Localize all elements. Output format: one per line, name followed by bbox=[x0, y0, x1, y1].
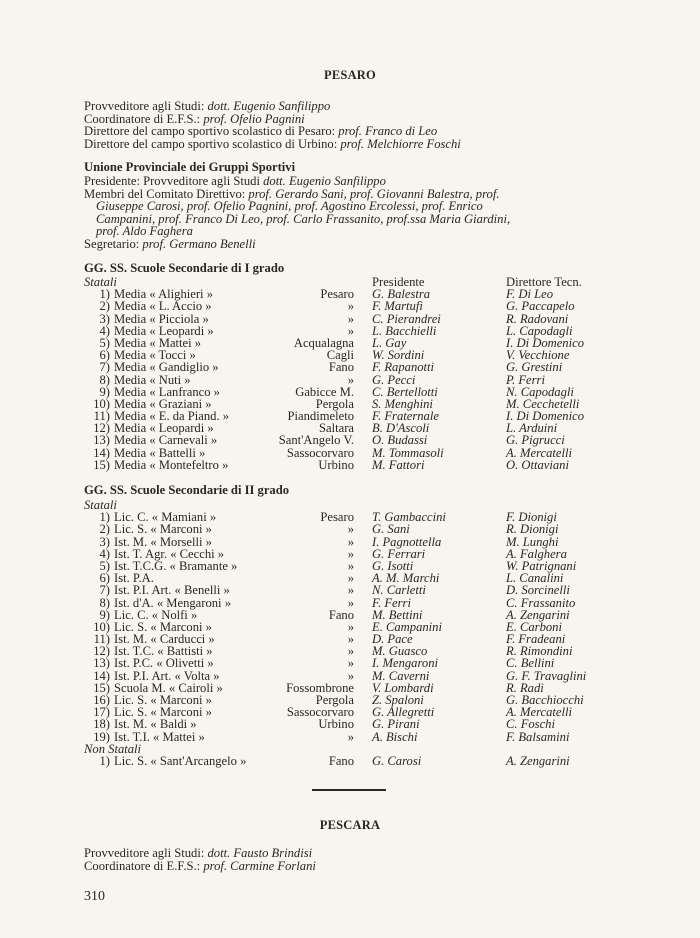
row-number: 6) bbox=[99, 348, 110, 363]
director-name: A. Zengarini bbox=[506, 607, 570, 622]
row-number: 14) bbox=[93, 445, 110, 460]
school-name: Ist. T.C. « Battisti » bbox=[114, 644, 213, 659]
page-number: 310 bbox=[84, 889, 105, 904]
row-number: 3) bbox=[99, 311, 110, 326]
school-place: » bbox=[347, 656, 354, 671]
official-name: prof. Melchiorre Foschi bbox=[340, 136, 461, 151]
row-number: 1) bbox=[99, 753, 110, 768]
union-name: Giuseppe Carosi, prof. Ofelio Pagnini, prof. Agostino Ercolessi, prof. Enrico bbox=[96, 199, 483, 214]
president-name: V. Lombardi bbox=[372, 680, 434, 695]
school-place: » bbox=[347, 571, 354, 586]
table-row bbox=[84, 313, 644, 325]
union-line bbox=[84, 238, 644, 251]
table-row bbox=[84, 434, 644, 446]
row-number: 15) bbox=[93, 680, 110, 695]
school-name: Media « Alighieri » bbox=[114, 287, 213, 302]
president-name: G. Pirani bbox=[372, 717, 420, 732]
sec2-table bbox=[84, 499, 644, 767]
row-number: 7) bbox=[99, 583, 110, 598]
school-name: Media « Nuti » bbox=[114, 372, 191, 387]
official-role: Coordinatore di E.F.S.: bbox=[84, 858, 201, 873]
director-name: R. Radovani bbox=[506, 311, 569, 326]
row-number: 13) bbox=[93, 433, 110, 448]
union-role: Presidente: Provveditore agli Studi bbox=[84, 174, 260, 188]
director-name: A. Zengarini bbox=[506, 753, 570, 768]
official-line bbox=[84, 138, 644, 151]
school-place: » bbox=[347, 522, 354, 537]
president-name: G. Isotti bbox=[372, 558, 414, 573]
school-place: » bbox=[347, 372, 354, 387]
director-name: A. Mercatelli bbox=[506, 445, 572, 460]
row-number: 9) bbox=[99, 384, 110, 399]
director-name: P. Ferri bbox=[506, 372, 545, 387]
director-name: R. Dionigi bbox=[506, 522, 559, 537]
official-name: dott. Eugenio Sanfilippo bbox=[207, 99, 331, 113]
school-name: Lic. S. « Marconi » bbox=[114, 619, 212, 634]
pesaro-officials bbox=[84, 100, 644, 150]
director-name: I. Di Domenico bbox=[506, 335, 584, 350]
president-name: M. Tommasoli bbox=[372, 445, 444, 460]
director-name: W. Patrignani bbox=[506, 558, 577, 573]
director-name: L. Arduini bbox=[506, 421, 558, 436]
president-name: F. Fraternale bbox=[372, 409, 439, 424]
official-role: Coordinatore di E.F.S.: bbox=[84, 111, 201, 126]
president-name: L. Bacchielli bbox=[372, 323, 437, 338]
col-director-header: Direttore Tecn. bbox=[506, 275, 582, 289]
union-name: prof. Aldo Faghera bbox=[96, 224, 193, 239]
table-row bbox=[84, 459, 644, 471]
president-name: G. Ferrari bbox=[372, 546, 426, 561]
sec2-rows bbox=[84, 511, 644, 743]
school-place: Fano bbox=[328, 607, 354, 622]
director-name: C. Foschi bbox=[506, 717, 555, 732]
director-name: F. Balsamini bbox=[506, 729, 570, 744]
official-name: prof. Ofelio Pagnini bbox=[203, 111, 305, 126]
director-name: A. Mercatelli bbox=[506, 705, 572, 720]
school-place: » bbox=[347, 546, 354, 561]
row-number: 8) bbox=[99, 595, 110, 610]
director-name: M. Lunghi bbox=[506, 534, 559, 549]
director-name: D. Sorcinelli bbox=[506, 583, 570, 598]
official-role: Provveditore agli Studi: bbox=[84, 846, 205, 860]
school-name: Ist. M. « Carducci » bbox=[114, 632, 215, 647]
director-name: G. Bacchiocchi bbox=[506, 693, 584, 707]
school-name: Media « Gandiglio » bbox=[114, 360, 219, 375]
row-number: 12) bbox=[93, 644, 110, 659]
director-name: I. Di Domenico bbox=[506, 409, 584, 424]
sec1-subhead: Statali bbox=[84, 275, 117, 289]
section-title-pescara: PESCARA bbox=[319, 818, 381, 832]
president-name: A. Bischi bbox=[372, 729, 418, 744]
union-name: prof. Germano Benelli bbox=[142, 236, 256, 251]
official-name: dott. Fausto Brindisi bbox=[207, 846, 313, 860]
sec2-title: GG. SS. Scuole Secondarie di II grado bbox=[84, 483, 290, 497]
president-name: E. Campanini bbox=[372, 619, 442, 634]
school-place: Sassocorvaro bbox=[286, 705, 354, 720]
school-name: Ist. T. Agr. « Cecchi » bbox=[114, 546, 225, 561]
union-name: prof. Gerardo Sani, prof. Giovanni Balestra, prof. bbox=[248, 186, 500, 201]
row-number: 4) bbox=[99, 323, 110, 338]
school-place: Urbino bbox=[318, 717, 354, 732]
row-number: 17) bbox=[93, 705, 110, 720]
school-name: Media « L. Accio » bbox=[114, 299, 212, 314]
director-name: F. Dionigi bbox=[506, 510, 557, 525]
school-place: Pergola bbox=[315, 693, 354, 707]
president-name: C. Bertellotti bbox=[372, 384, 438, 399]
school-name: Media « Montefeltro » bbox=[114, 457, 229, 472]
school-place: » bbox=[347, 644, 354, 659]
school-place: » bbox=[347, 632, 354, 647]
table-row bbox=[84, 536, 644, 548]
school-name: Media « Mattei » bbox=[114, 335, 202, 350]
row-number: 6) bbox=[99, 571, 110, 586]
union-role: Membri del Comitato Direttivo: bbox=[84, 186, 246, 201]
director-name: F. Di Leo bbox=[506, 287, 553, 302]
row-number: 11) bbox=[93, 632, 110, 647]
row-number: 1) bbox=[99, 510, 110, 525]
union-name: Campanini, prof. Franco Di Leo, prof. Carlo Frassanito, prof.ssa Maria Giardini, bbox=[96, 211, 511, 226]
school-place: » bbox=[347, 558, 354, 573]
row-number: 8) bbox=[99, 372, 110, 387]
president-name: G. Allegretti bbox=[372, 705, 435, 720]
president-name: M. Fattori bbox=[372, 457, 425, 472]
sec2-subhead-nonstatali: Non Statali bbox=[84, 741, 142, 756]
school-place: Saltara bbox=[319, 421, 354, 436]
president-name: M. Guasco bbox=[372, 644, 428, 659]
school-name: Ist. P.I. Art. « Volta » bbox=[114, 668, 220, 683]
row-number: 19) bbox=[93, 729, 110, 744]
row-number: 2) bbox=[99, 522, 110, 537]
table-row bbox=[84, 670, 644, 682]
row-number: 13) bbox=[93, 656, 110, 671]
school-name: Scuola M. « Cairoli » bbox=[114, 680, 223, 695]
president-name: W. Sordini bbox=[372, 348, 425, 363]
table-row bbox=[84, 447, 644, 459]
president-name: A. M. Marchi bbox=[372, 571, 440, 586]
school-name: Lic. S. « Marconi » bbox=[114, 705, 212, 720]
president-name: M. Bettini bbox=[372, 607, 423, 622]
row-number: 4) bbox=[99, 546, 110, 561]
table-row bbox=[84, 523, 644, 535]
school-place: » bbox=[347, 729, 354, 744]
table-row bbox=[84, 718, 644, 730]
president-name: F. Ferri bbox=[372, 595, 411, 610]
president-name: F. Rapanotti bbox=[372, 360, 435, 375]
school-place: Sassocorvaro bbox=[286, 445, 354, 460]
school-place: » bbox=[347, 668, 354, 683]
director-name: V. Vecchione bbox=[506, 348, 570, 363]
school-place: Acqualagna bbox=[293, 335, 354, 350]
president-name: Z. Spaloni bbox=[372, 693, 424, 707]
table-row bbox=[84, 584, 644, 596]
official-role: Provveditore agli Studi: bbox=[84, 99, 205, 113]
school-name: Lic. C. « Mamiani » bbox=[114, 510, 217, 525]
official-name: prof. Franco di Leo bbox=[338, 124, 438, 139]
official-name: prof. Carmine Forlani bbox=[203, 858, 316, 873]
table-row bbox=[84, 657, 644, 669]
president-name: L. Gay bbox=[372, 335, 407, 350]
official-role: Direttore del campo sportivo scolastico di Urbino: bbox=[84, 136, 338, 151]
school-place: » bbox=[347, 299, 354, 314]
president-name: G. Balestra bbox=[372, 287, 431, 302]
school-name: Ist. T.I. « Mattei » bbox=[114, 729, 205, 744]
president-name: G. Carosi bbox=[372, 753, 422, 768]
col-president-header: Presidente bbox=[372, 275, 425, 289]
official-line bbox=[84, 860, 644, 873]
school-place: Sant'Angelo V. bbox=[278, 433, 354, 448]
school-name: Media « Lanfranco » bbox=[114, 384, 220, 399]
row-number: 1) bbox=[99, 287, 110, 302]
official-role: Direttore del campo sportivo scolastico di Pesaro: bbox=[84, 124, 336, 139]
school-place: Urbino bbox=[318, 457, 354, 472]
school-name: Media « Leopardi » bbox=[114, 421, 214, 436]
president-name: G. Sani bbox=[372, 522, 410, 537]
director-name: M. Cecchetelli bbox=[506, 396, 580, 411]
row-number: 7) bbox=[99, 360, 110, 375]
row-number: 14) bbox=[93, 668, 110, 683]
union-title: Unione Provinciale dei Gruppi Sportivi bbox=[84, 160, 296, 174]
row-number: 5) bbox=[99, 335, 110, 350]
school-place: Pesaro bbox=[320, 287, 354, 302]
president-name: C. Pierandrei bbox=[372, 311, 441, 326]
sec2-subhead: Statali bbox=[84, 498, 117, 512]
pescara-officials bbox=[84, 847, 644, 872]
sec1-rows bbox=[84, 288, 644, 471]
school-name: Lic. S. « Marconi » bbox=[114, 693, 212, 707]
table-row bbox=[84, 374, 644, 386]
sec1-title: GG. SS. Scuole Secondarie di I grado bbox=[84, 261, 285, 275]
table-row bbox=[84, 597, 644, 609]
school-name: Ist. M. « Morselli » bbox=[114, 534, 212, 549]
director-name: A. Falghera bbox=[506, 546, 567, 561]
section-divider bbox=[312, 789, 386, 791]
sec1-table bbox=[84, 276, 644, 471]
school-place: » bbox=[347, 311, 354, 326]
row-number: 12) bbox=[93, 421, 110, 436]
director-name: G. F. Travaglini bbox=[506, 668, 587, 683]
union-role: Segretario: bbox=[84, 236, 140, 251]
row-number: 18) bbox=[93, 717, 110, 732]
table-row bbox=[84, 361, 644, 373]
row-number: 15) bbox=[93, 457, 110, 472]
school-name: Ist. P.C. « Olivetti » bbox=[114, 656, 214, 671]
school-place: Gabicce M. bbox=[295, 384, 354, 399]
director-name: F. Fradeani bbox=[506, 632, 566, 647]
school-place: Piandimeleto bbox=[287, 409, 354, 424]
director-name: G. Grestini bbox=[506, 360, 563, 375]
president-name: I. Pagnottella bbox=[372, 534, 442, 549]
president-name: B. D'Ascoli bbox=[372, 421, 430, 436]
school-place: » bbox=[347, 534, 354, 549]
table-row bbox=[84, 755, 644, 767]
school-name: Media « Battelli » bbox=[114, 445, 206, 460]
director-name: C. Frassanito bbox=[506, 595, 576, 610]
school-place: Pergola bbox=[315, 396, 354, 411]
row-number: 3) bbox=[99, 534, 110, 549]
director-name: E. Carboni bbox=[506, 619, 562, 634]
row-number: 9) bbox=[99, 607, 110, 622]
school-name: Media « E. da Piand. » bbox=[114, 409, 230, 424]
school-place: Fano bbox=[328, 360, 354, 375]
row-number: 16) bbox=[93, 693, 110, 707]
director-name: G. Pigrucci bbox=[506, 433, 565, 448]
director-name: R. Radi bbox=[506, 680, 544, 695]
union-members bbox=[84, 175, 644, 251]
school-name: Lic. C. « Nolfi » bbox=[114, 607, 198, 622]
president-name: I. Mengaroni bbox=[372, 656, 438, 671]
school-place: » bbox=[347, 595, 354, 610]
school-name: Media « Carnevali » bbox=[114, 433, 218, 448]
president-name: O. Budassi bbox=[372, 433, 428, 448]
row-number: 2) bbox=[99, 299, 110, 314]
school-name: Ist. d'A. « Mengaroni » bbox=[114, 595, 231, 610]
school-place: Cagli bbox=[326, 348, 354, 363]
school-name: Media « Picciola » bbox=[114, 311, 209, 326]
president-name: N. Carletti bbox=[372, 583, 426, 598]
school-place: » bbox=[347, 619, 354, 634]
director-name: O. Ottaviani bbox=[506, 457, 569, 472]
director-name: R. Rimondini bbox=[506, 644, 573, 659]
table-row bbox=[84, 731, 644, 743]
school-name: Ist. P.A. bbox=[114, 571, 154, 586]
school-place: » bbox=[347, 323, 354, 338]
union-name: dott. Eugenio Sanfilippo bbox=[263, 174, 386, 188]
director-name: L. Canalini bbox=[506, 571, 564, 586]
row-number: 10) bbox=[93, 619, 110, 634]
school-name: Ist. P.I. Art. « Benelli » bbox=[114, 583, 230, 598]
section-title-pesaro: PESARO bbox=[324, 68, 376, 82]
row-number: 11) bbox=[93, 409, 110, 424]
school-name: Ist. T.C.G. « Bramante » bbox=[114, 558, 238, 573]
president-name: F. Martufi bbox=[372, 299, 423, 314]
school-place: Fossombrone bbox=[286, 680, 354, 695]
director-name: G. Paccapelo bbox=[506, 299, 575, 314]
row-number: 10) bbox=[93, 396, 110, 411]
school-name: Lic. S. « Marconi » bbox=[114, 522, 212, 537]
school-name: Media « Tocci » bbox=[114, 348, 196, 363]
school-name: Media « Graziani » bbox=[114, 396, 212, 411]
school-name: Ist. M. « Baldi » bbox=[114, 717, 197, 732]
row-number: 5) bbox=[99, 558, 110, 573]
sec2-rows-nonstatali bbox=[84, 755, 644, 767]
president-name: S. Menghini bbox=[372, 396, 433, 411]
school-name: Media « Leopardi » bbox=[114, 323, 214, 338]
school-place: » bbox=[347, 583, 354, 598]
president-name: T. Gambaccini bbox=[372, 510, 446, 525]
school-place: Fano bbox=[328, 753, 354, 768]
school-place: Pesaro bbox=[320, 510, 354, 525]
table-row bbox=[84, 300, 644, 312]
director-name: C. Bellini bbox=[506, 656, 555, 671]
director-name: L. Capodagli bbox=[506, 323, 573, 338]
president-name: G. Pecci bbox=[372, 372, 416, 387]
president-name: D. Pace bbox=[372, 632, 413, 647]
school-name: Lic. S. « Sant'Arcangelo » bbox=[114, 753, 247, 768]
director-name: N. Capodagli bbox=[506, 384, 574, 399]
president-name: M. Caverni bbox=[372, 668, 430, 683]
